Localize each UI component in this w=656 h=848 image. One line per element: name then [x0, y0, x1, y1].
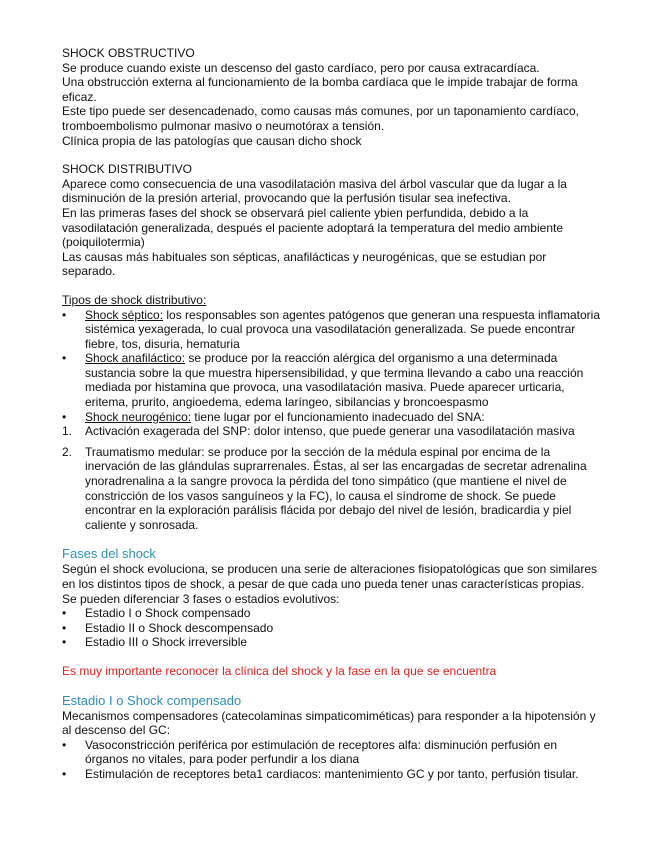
list-item: [62, 767, 602, 782]
term-shock-anafilactico: Shock anafiláctico:: [85, 351, 186, 366]
item-text: los responsables son agentes patógenos que generan una respuesta inflamatoria sistémica yexagerada, lo cual provoca una vasodilatación generalizada. Se puede encontrar fiebre, tos, disuria, hematuria: [85, 307, 601, 351]
heading-fases-shock: Fases del shock: [62, 546, 156, 562]
numbered-item: [62, 424, 602, 439]
bullet-icon: •: [62, 620, 67, 635]
paragraph: Mecanismos compensadores (catecolaminas simpaticomiméticas) para responder a la hipotensión y al descenso del GC:: [62, 708, 596, 738]
item-text: Activación exagerada del SNP: dolor intenso, que puede generar una vasodilatación masiva: [85, 424, 575, 439]
bullet-icon: •: [62, 635, 67, 650]
bullet-icon: •: [62, 766, 67, 781]
heading-shock-obstructivo: SHOCK OBSTRUCTIVO: [62, 46, 195, 60]
item-text: Traumatismo medular: se produce por la sección de la médula espinal por encima de la inervación de las glándulas suprarrenales. Éstas, al ser las encargadas de secretar adrenalina ynoradrenalina a la sangre provoca la pérdida del tono simpático (que mantiene el nivel de constricción de los vasos sanguíneos y la FC), lo causa el síndrome de shock. Se puede encontrar en la exploración parálisis flácida por debajo del nivel de lesión, bradicardia y piel caliente y sonrosada.: [85, 444, 587, 532]
paragraph: Las causas más habituales son sépticas, anafilácticas y neurogénicas, que se estudian por separado.: [62, 249, 547, 279]
item-text: Vasoconstricción periférica por estimulación de receptores alfa: disminución perfusión en órganos no vitales, para poder perfundir a los diana: [85, 737, 558, 767]
term-shock-septico: Shock séptico:: [85, 307, 164, 322]
paragraph: Clínica propia de las patologías que causan dicho shock: [62, 133, 362, 148]
document-page: [62, 46, 602, 782]
item-text: tiene lugar por el funcionamiento inadecuado del SNA:: [191, 409, 485, 424]
item-number: 2.: [62, 444, 73, 459]
section-shock-obstructivo: [62, 46, 602, 148]
bullet-list-tipos: [62, 308, 602, 425]
bullet-list-fases: [62, 606, 602, 650]
paragraph: Este tipo puede ser desencadenado, como causas más comunes, por un taponamiento cardíaco, tromboembolismo pulmonar masivo o neumotórax a tensión.: [62, 104, 579, 133]
bullet-icon: •: [62, 409, 67, 424]
list-item: [62, 738, 602, 767]
section-shock-distributivo: [62, 162, 602, 279]
item-text: se produce por la reacción alérgica del organismo a una determinada sustancia sobre la que muestra hipersensibilidad, y que termina llevando a cabo una reacción mediada por histamina que provoca, una vasodilatación masiva. Puede aparecer urticaria, eritema, prurito, angioedema, edema laríngeo, sibilancias y broncoespasmo: [85, 351, 584, 410]
item-number: 1.: [62, 424, 73, 439]
term-shock-neurogenico: Shock neurogénico:: [85, 409, 192, 424]
important-note: Es muy importante reconocer la clínica del shock y la fase en la que se encuentra: [62, 663, 497, 678]
item-text: Estadio III o Shock irreversible: [85, 635, 248, 650]
numbered-list: [62, 424, 602, 532]
bullet-icon: •: [62, 737, 67, 752]
section-estadio-1: [62, 693, 602, 782]
list-item: [62, 635, 602, 650]
bullet-list-mecanismos: [62, 738, 602, 782]
item-text: Estimulación de receptores beta1 cardiacos: mantenimiento GC y por tanto, perfusión tisular.: [85, 766, 579, 781]
heading-estadio-1: Estadio I o Shock compensado: [62, 692, 242, 708]
bullet-icon: •: [62, 606, 67, 621]
bullet-icon: •: [62, 307, 67, 322]
paragraph: Se produce cuando existe un descenso del gasto cardíaco, pero por causa extracardíaca.: [62, 60, 540, 75]
list-item: [62, 351, 602, 409]
list-item: [62, 621, 602, 636]
item-text: Estadio I o Shock compensado: [85, 606, 251, 621]
numbered-item: [62, 445, 602, 533]
paragraph: Aparece como consecuencia de una vasodilatación masiva del árbol vascular que da lugar a la disminución de la presión arterial, provocando que la perfusión tisular sea inefectiva.: [62, 176, 567, 206]
section-tipos-shock-distributivo: [62, 293, 602, 533]
paragraph: Según el shock evoluciona, se producen una serie de alteraciones fisiopatológicas que son similares en los distintos tipos de shock, a pesar de que cada uno pueda tener unas características propias. Se pueden diferenciar 3 fases o estadios evolutivos:: [62, 562, 597, 606]
section-fases-shock: [62, 546, 602, 650]
list-item: [62, 410, 602, 425]
list-item: [62, 606, 602, 621]
paragraph: En las primeras fases del shock se observará piel caliente ybien perfundida, debido a la vasodilatación generalizada, después el paciente adoptará la temperatura del medio ambiente (poiquilotermia): [62, 205, 563, 250]
paragraph: Una obstrucción externa al funcionamiento de la bomba cardíaca que le impide trabajar de forma eficaz.: [62, 75, 578, 104]
item-text: Estadio II o Shock descompensado: [85, 620, 274, 635]
bullet-icon: •: [62, 351, 67, 366]
heading-tipos: Tipos de shock distributivo:: [62, 292, 207, 307]
heading-shock-distributivo: SHOCK DISTRIBUTIVO: [62, 162, 193, 177]
list-item: [62, 308, 602, 352]
